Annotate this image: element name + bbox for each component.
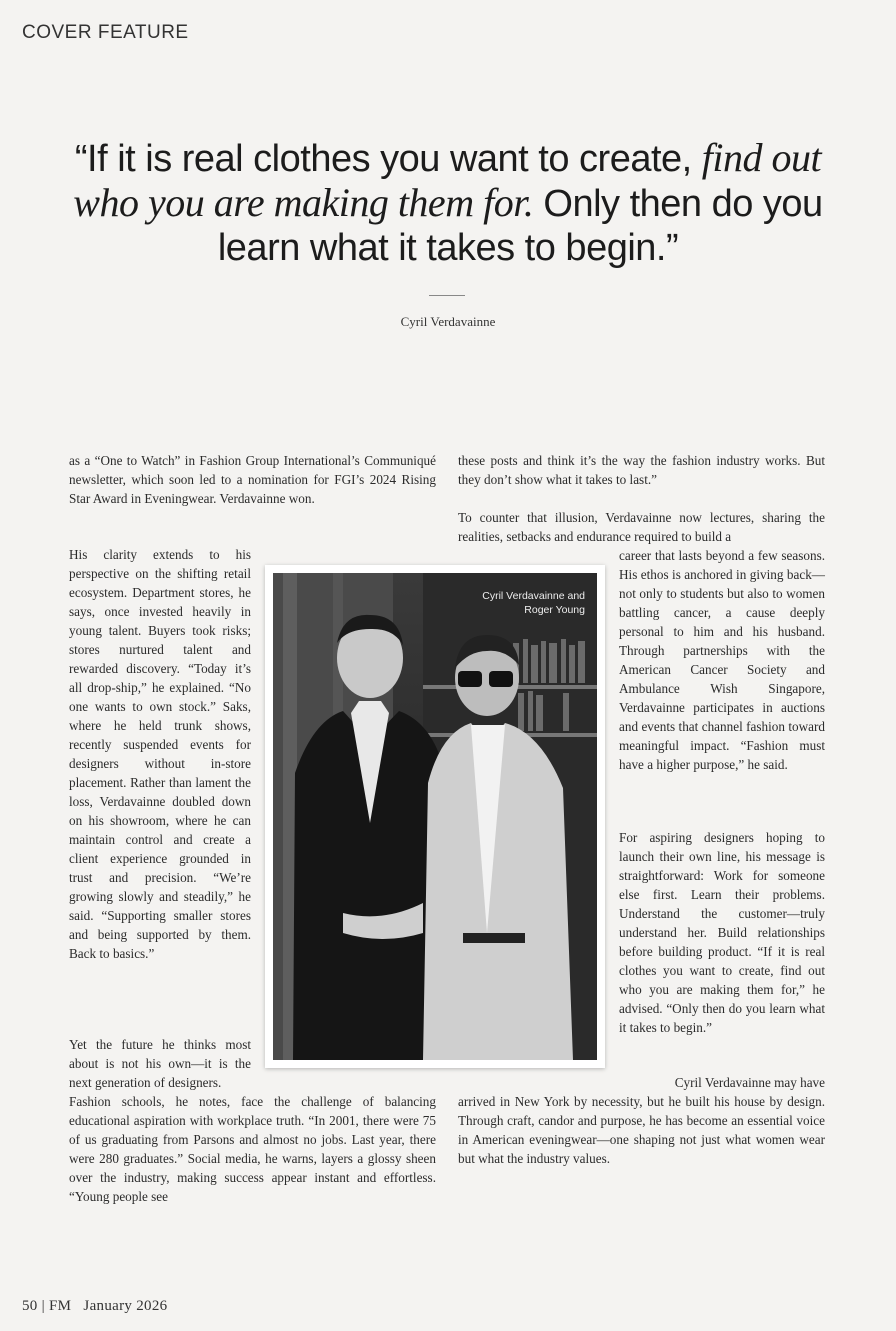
section-label: COVER FEATURE [22, 22, 189, 43]
pull-quote-part1: “If it is real clothes you want to create, [74, 138, 702, 180]
left-paragraph-3a: Yet the future he thinks most about is not his own—it is the next generation of designers. [69, 1037, 251, 1090]
photo-frame [265, 565, 605, 1068]
caption-line-1: Cyril Verdavainne and [482, 590, 585, 602]
portrait-photo [273, 573, 597, 1060]
right-paragraph-2b: career that lasts beyond a few seasons. His ethos is anchored in giving back—not only to students but also to women battling cancer, a cause deeply personal to him and his husband. Through partnerships with the American Cancer Society and Ambulance Wish Singapore, Verdavainne participates in auctions and events that channel fashion toward meaningful impact. “Fashion must have a higher purpose,” he said. [619, 548, 825, 772]
page-footer: 50 | FM January 2026 [22, 1298, 168, 1314]
right-paragraph-2a: To counter that illusion, Verdavainne now lectures, sharing the realities, setbacks and endurance required to build a [458, 510, 825, 544]
left-paragraph-3b: Fashion schools, he notes, face the challenge of balancing educational aspiration with workplace truth. “In 2001, there were 75 of us graduating from Parsons and almost no jobs. Last year, there were 280 graduates.” Social media, he warns, layers a glossy sheen over the industry, making success appear instant and effortless. “Young people see [69, 1094, 436, 1204]
byline: Cyril Verdavainne [400, 314, 496, 329]
pull-quote [40, 136, 856, 270]
photo-caption [435, 589, 585, 617]
right-paragraph-1: these posts and think it’s the way the fashion industry works. But they don’t show what it takes to last.” [458, 453, 825, 487]
divider [429, 295, 465, 296]
right-paragraph-4b: arrived in New York by necessity, but he built his house by design. Through craft, candor and purpose, he has become an essential voice in American eveningwear—one shaping not just what women wear but what the industry values. [458, 1094, 825, 1166]
left-paragraph-2: His clarity extends to his perspective on the shifting retail ecosystem. Department stores, he says, once invested heavily in young talent. Buyers took risks; stores nurtured talent and rewarded discovery. “Today it’s all drop-ship,” he explained. “No one wants to own stock.” Saks, where he held trunk shows, recently suspended events for designers without in-store placement. Rather than lament the loss, Verdavainne doubled down on his showroom, where he can maintain control and create a client experience grounded in trust and precision. “We’re growing slowly and steadily,” he said. “Supporting smaller stores and being supported by them. Back to basics.” [69, 547, 251, 961]
caption-line-2: Roger Young [524, 604, 585, 616]
pull-quote-italic: find out who you are making them for. [73, 135, 822, 225]
pull-quote-part2: Only then do you learn what it takes to begin.” [217, 183, 823, 269]
right-paragraph-3: For aspiring designers hoping to launch their own line, his message is straightforward: Work for someone else first. Learn their problems. Understand the customer—truly understand her. Build relationships before building product. “If it is real clothes you want to create, find out who you are making them for,” he advised. “Only then do you learn what it takes to begin.” [619, 830, 825, 1035]
right-paragraph-4a: Cyril Verdavainne may have [674, 1075, 825, 1090]
left-paragraph-1: as a “One to Watch” in Fashion Group International’s Communiqué newsletter, which soon led to a nomination for FGI’s 2024 Rising Star Award in Eveningwear. Verdavainne won. [69, 453, 436, 506]
